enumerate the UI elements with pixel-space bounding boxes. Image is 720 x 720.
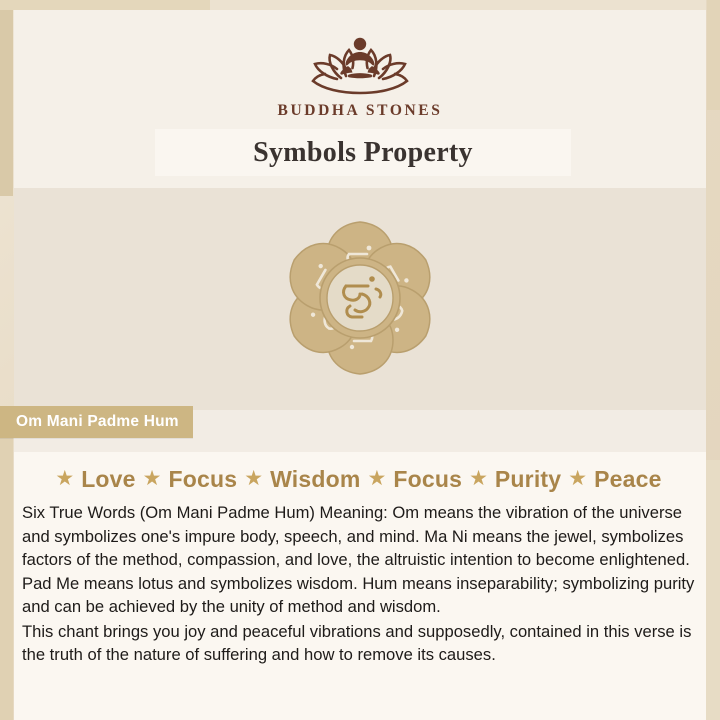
symbol-name-ribbon xyxy=(0,406,193,438)
decorative-bottom-left-bar xyxy=(0,420,13,720)
keyword-love: Love xyxy=(81,466,136,492)
keyword-purity: Purity xyxy=(494,466,562,492)
symbol-name-label: Om Mani Padme Hum xyxy=(16,413,179,430)
star-icon: ★ xyxy=(469,467,488,490)
description-paragraph-2: This chant brings you joy and peaceful vibrations and supposedly, contained in this verse is the truth of the nature of suffering and how to remove its causes. xyxy=(22,621,692,665)
mandala-section xyxy=(14,188,706,410)
keyword-list xyxy=(14,452,706,493)
description-paragraph-1: Six True Words (Om Mani Padme Hum) Meaning: Om means the vibration of the universe and symbolizes one's impure body, speech, and mind. Ma Ni means the jewel, symbolizes factors of the method, compassion, and love, the altruistic intention to become enlightened. Pad Me means lotus and symbolizes wisdom. Hum means inseparability; symbolizing purity and can be achieved by the unity of method and wisdom. xyxy=(22,503,695,617)
keyword-focus-2: Focus xyxy=(393,466,463,492)
decorative-top-left-bar xyxy=(0,0,210,10)
star-icon: ★ xyxy=(568,467,588,490)
star-icon: ★ xyxy=(244,467,264,490)
star-icon: ★ xyxy=(142,467,162,490)
description-text xyxy=(22,501,698,667)
title-band xyxy=(155,129,571,176)
decorative-bottom-right-bar xyxy=(706,460,720,720)
keyword-peace: Peace xyxy=(594,466,662,492)
star-icon: ★ xyxy=(367,467,387,490)
description-panel xyxy=(14,452,706,720)
lotus-meditation-icon xyxy=(285,24,435,96)
keyword-focus-1: Focus xyxy=(168,466,238,492)
brand-logo-block xyxy=(0,24,720,120)
page-title: Symbols Property xyxy=(253,136,473,168)
star-icon: ★ xyxy=(55,467,75,490)
brand-name: BUDDHA STONES xyxy=(277,102,443,119)
om-mani-padme-hum-mandala-icon xyxy=(244,192,476,410)
keyword-wisdom: Wisdom xyxy=(270,466,361,492)
